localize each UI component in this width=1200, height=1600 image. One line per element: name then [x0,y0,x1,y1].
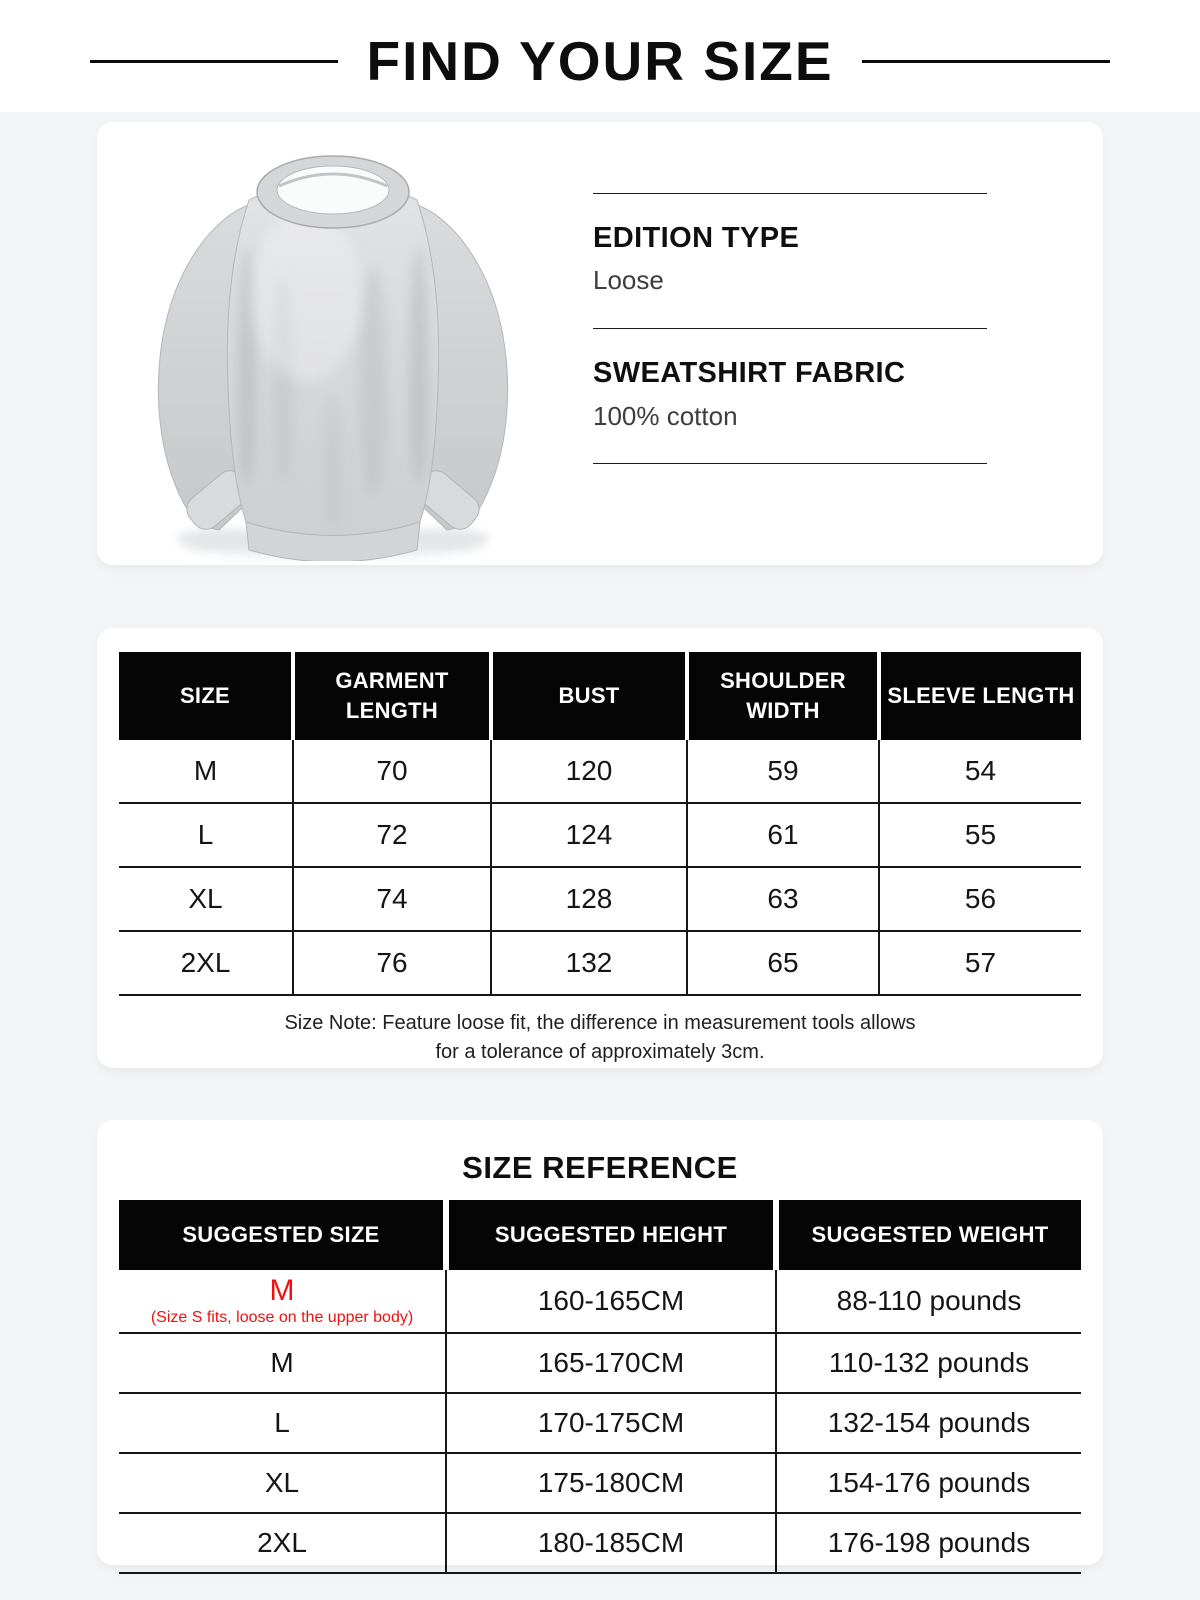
title-rule-right [862,60,1110,63]
table-cell: M [193,755,218,786]
sweatshirt-image [111,126,556,561]
page-header [0,0,1200,112]
table-cell: 56 [879,867,1081,931]
highlight-size: M [269,1273,295,1307]
spec-value-edition-type: Loose [593,265,664,296]
size-table [119,652,1081,996]
table-row-highlighted [119,1270,1081,1333]
table-cell: XL [119,1453,446,1513]
reference-header-row [119,1200,1081,1270]
table-row [119,1513,1081,1573]
spec-edition-type [593,194,987,328]
product-specs [593,193,987,464]
table-cell: 154-176 pounds [776,1453,1081,1513]
table-cell: 110-132 pounds [776,1333,1081,1393]
table-cell: 74 [293,867,491,931]
table-cell: 132-154 pounds [776,1393,1081,1453]
table-cell: 88-110 pounds [776,1270,1081,1333]
spec-fabric [593,329,987,463]
size-table-header-row [119,652,1081,740]
spec-label-edition-type: EDITION TYPE [593,222,800,254]
col-header-shoulder-width: SHOULDER WIDTH [687,652,879,740]
table-row [119,867,1081,931]
col-header-garment-length: GARMENT LENGTH [293,652,491,740]
page-title: FIND YOUR SIZE [366,30,834,92]
table-cell: 170-175CM [446,1393,776,1453]
spec-divider [593,463,987,464]
table-cell: 59 [687,740,879,803]
table-cell: 70 [293,740,491,803]
table-cell: 61 [687,803,879,867]
table-cell: 160-165CM [446,1270,776,1333]
col-header-suggested-size: SUGGESTED SIZE [119,1200,446,1270]
spec-value-fabric: 100% cotton [593,400,738,431]
table-row [119,1333,1081,1393]
table-cell: L [119,803,293,867]
table-cell: 2XL [119,931,293,995]
table-cell: 124 [491,803,687,867]
table-cell: XL [119,867,293,931]
table-row [119,740,1081,803]
size-reference-title: SIZE REFERENCE [462,1150,738,1185]
table-cell: 55 [879,803,1081,867]
table-cell: 180-185CM [446,1513,776,1573]
size-reference-table [119,1200,1081,1574]
col-header-suggested-weight: SUGGESTED WEIGHT [776,1200,1081,1270]
col-header-sleeve-length: SLEEVE LENGTH [879,652,1081,740]
table-cell: 165-170CM [446,1333,776,1393]
content-section [0,112,1200,1600]
table-row [119,803,1081,867]
measurements-card [97,628,1103,1068]
col-header-bust: BUST [491,652,687,740]
title-rule-left [90,60,338,63]
table-cell: 2XL [119,1513,446,1573]
table-cell: 72 [293,803,491,867]
col-header-size: SIZE [119,652,293,740]
table-cell: 128 [491,867,687,931]
table-cell: 65 [687,931,879,995]
table-cell: 176-198 pounds [776,1513,1081,1573]
table-cell: 175-180CM [446,1453,776,1513]
highlight-size-note: (Size S fits, loose on the upper body) [150,1309,414,1327]
size-note-line2: for a tolerance of approximately 3cm. [435,1041,765,1063]
size-note [119,1009,1081,1067]
table-cell: 120 [491,740,687,803]
table-cell: 76 [293,931,491,995]
table-row [119,1393,1081,1453]
table-cell: 132 [491,931,687,995]
table-cell: 54 [879,740,1081,803]
size-note-line1: Size Note: Feature loose fit, the difference in measurement tools allows [284,1012,916,1034]
sweatshirt-illustration [111,126,556,561]
spec-label-fabric: SWEATSHIRT FABRIC [593,357,906,390]
table-row [119,931,1081,995]
col-header-suggested-height: SUGGESTED HEIGHT [446,1200,776,1270]
size-reference-card [97,1120,1103,1565]
table-cell: 57 [879,931,1081,995]
table-row [119,1453,1081,1513]
table-cell: 63 [687,867,879,931]
table-cell: M [119,1333,446,1393]
table-cell: L [119,1393,446,1453]
product-card [97,122,1103,565]
table-cell-size-highlighted [119,1270,446,1333]
